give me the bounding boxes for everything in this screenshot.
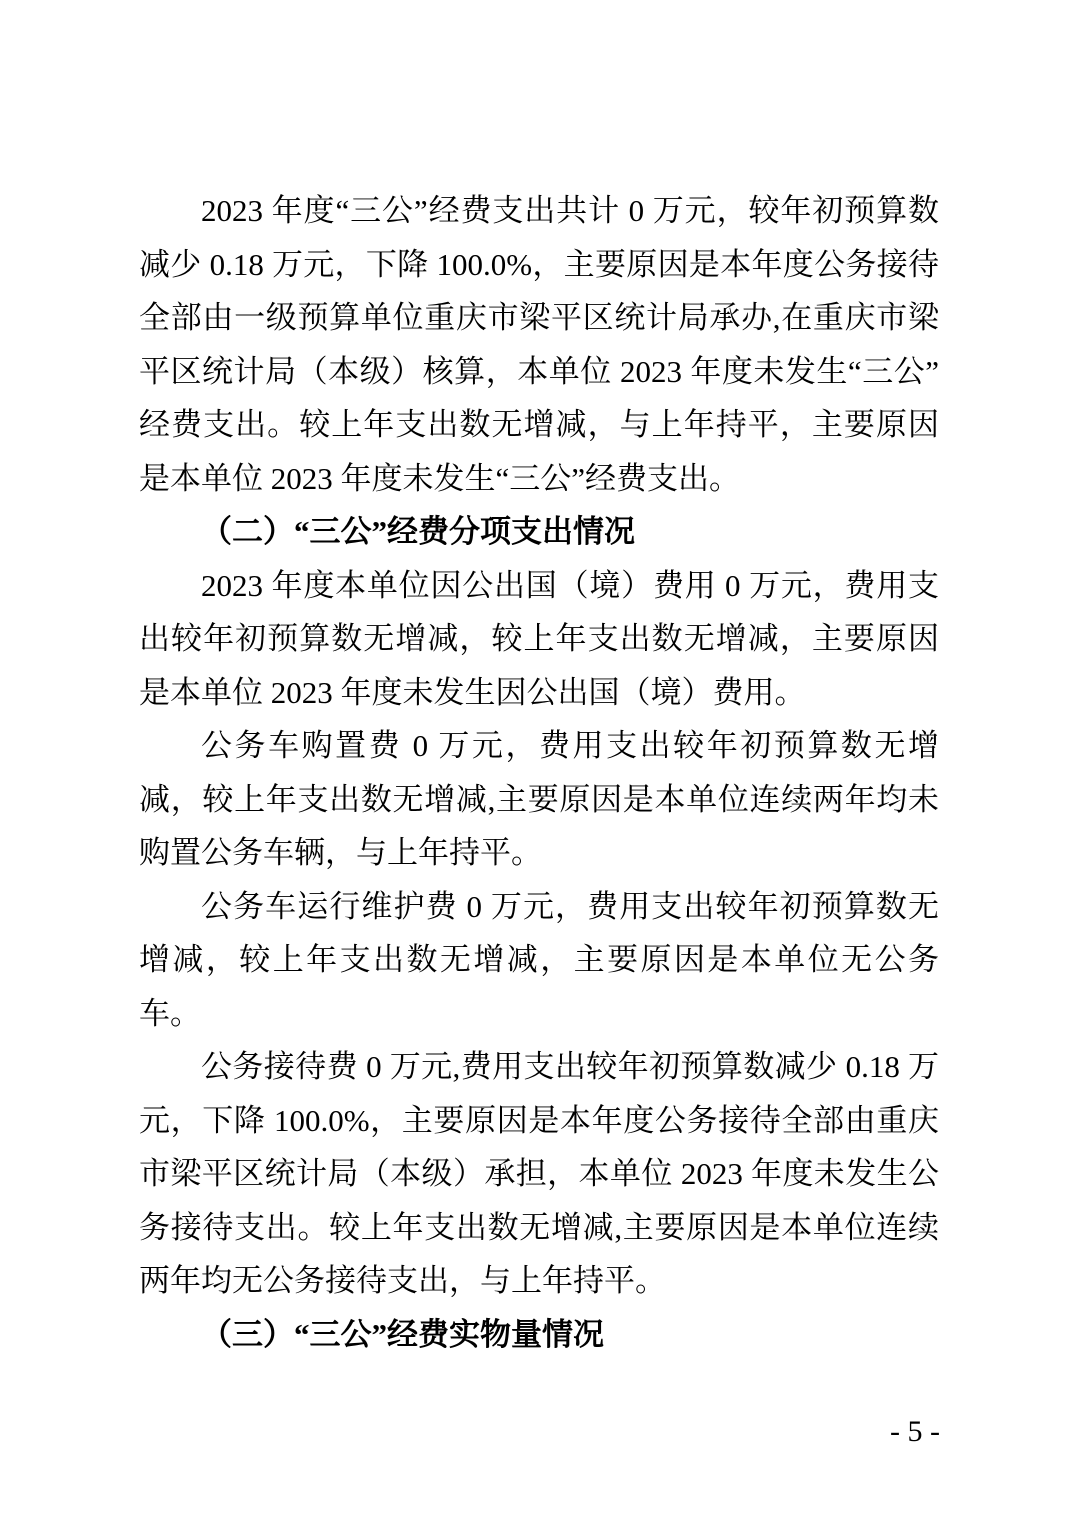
paragraph-official-reception-expense: 公务接待费 0 万元,费用支出较年初预算数减少 0.18 万元，下降 100.0%，主要原因是本年度公务接待全部由重庆市梁平区统计局（本级）承担，本单位 2023 年度未发生公务接待支出。较上年支出数无增减,主要原因是本单位连续两年均无公务接待支出，与上年持平。 [139,1049,939,1298]
paragraph-overseas-travel-expense: 2023 年度本单位因公出国（境）费用 0 万元，费用支出较年初预算数无增减，较上年支出数无增减，主要原因是本单位 2023 年度未发生因公出国（境）费用。 [139,567,939,710]
paragraph-three-public-summary: 2023 年度“三公”经费支出共计 0 万元，较年初预算数减少 0.18 万元，下降 100.0%，主要原因是本年度公务接待全部由一级预算单位重庆市梁平区统计局承办,在重庆市梁平区统计局（本级）核算，本单位 2023 年度未发生“三公”经费支出。较上年支出数无增减，与上年持平，主要原因是本单位 2023 年度未发生“三公”经费支出。 [139,193,939,496]
heading-section-three-physical-quantity: （三）“三公”经费实物量情况 [201,1316,604,1352]
paragraph-official-vehicle-maintenance: 公务车运行维护费 0 万元，费用支出较年初预算数无增减，较上年支出数无增减，主要原因是本单位无公务车。 [139,888,939,1031]
document-body [139,184,939,1361]
paragraph-official-vehicle-purchase: 公务车购置费 0 万元，费用支出较年初预算数无增减，较上年支出数无增减,主要原因是本单位连续两年均未购置公务车辆，与上年持平。 [139,728,939,870]
heading-section-two-itemized-expenses: （二）“三公”经费分项支出情况 [201,514,635,549]
page-number: - 5 - [890,1415,940,1448]
